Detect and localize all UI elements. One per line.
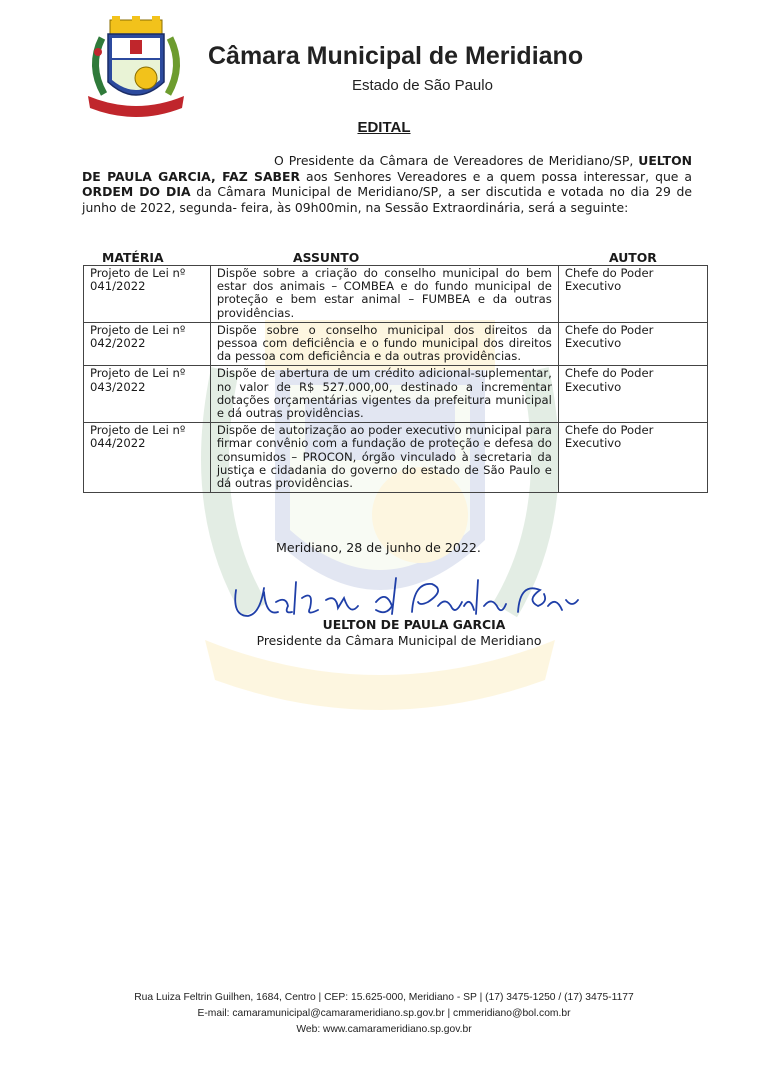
cell-assunto: Dispõe de autorização ao poder executivo municipal para firmar convênio com a fundação de proteção e defesa do consumidos – PROCON, órgão vinculado à secretaria da justiça e cidadania do governo do estado de São Paulo e dá outras providências. [210,423,558,493]
header-assunto: ASSUNTO [293,250,360,265]
footer-email: E-mail: camaramunicipal@camarameridiano.sp.gov.br | cmmeridiano@bol.com.br [197,1008,571,1019]
intro-text-2: aos Senhores Vereadores e a quem possa interessar, que a [300,168,692,184]
signer-role: Presidente da Câmara Municipal de Meridiano [256,633,542,648]
signer-name: UELTON DE PAULA GARCIA [322,617,506,632]
cell-assunto: Dispõe sobre a criação do conselho municipal do bem estar dos animais – COMBEA e do fundo municipal de proteção e bem estar animal – FUMBEA e da outras providências. [210,266,558,323]
cell-autor: Chefe do Poder Executivo [558,266,707,323]
intro-order-of-day: ORDEM DO DIA [82,184,191,199]
document-title: EDITAL [357,119,411,136]
cell-autor: Chefe do Poder Executivo [558,322,707,366]
footer-address: Rua Luiza Feltrin Guilhen, 1684, Centro | CEP: 15.625-000, Meridiano - SP | (17) 3475-1250 / (17) 3475-1177 [134,992,634,1003]
letterhead [84,16,684,126]
organization-name: Câmara Municipal de Meridiano [208,42,584,70]
header-materia: MATÉRIA [102,250,164,265]
cell-autor: Chefe do Poder Executivo [558,423,707,493]
intro-text-1: O Presidente da Câmara de Vereadores de Meridiano/SP, [274,153,634,168]
organization-state: Estado de São Paulo [352,77,493,94]
date-line: Meridiano, 28 de junho de 2022. [276,540,481,555]
cell-materia: Projeto de Lei nº 041/2022 [84,266,211,323]
table-row [84,366,708,423]
intro-president-name: UELTON DE PAULA GARCIA, FAZ SABER [82,153,692,184]
intro-paragraph [82,153,692,215]
cell-materia: Projeto de Lei nº 044/2022 [84,423,211,493]
municipal-crest-icon [84,16,188,120]
cell-materia: Projeto de Lei nº 042/2022 [84,322,211,366]
agenda-table [83,265,708,493]
footer [0,990,768,1038]
cell-autor: Chefe do Poder Executivo [558,366,707,423]
intro-text-3: da Câmara Municipal de Meridiano/SP, a ser discutida e votada no dia 29 de junho de 2022, segunda- feira, às 09h00min, na Sessão Extraordinária, será a seguinte: [82,184,692,215]
cell-assunto: Dispõe sobre o conselho municipal dos direitos da pessoa com deficiência e o fundo municipal dos direitos da pessoa com deficiência e da outras providências. [210,322,558,366]
header-autor: AUTOR [609,250,657,265]
cell-assunto: Dispõe de abertura de um crédito adicional-suplementar, no valor de R$ 527.000,00, destinado a incrementar dotações orçamentárias vigentes da prefeitura municipal e dá outras providências. [210,366,558,423]
table-row [84,322,708,366]
table-row [84,266,708,323]
table-row [84,423,708,493]
cell-materia: Projeto de Lei nº 043/2022 [84,366,211,423]
footer-web: Web: www.camarameridiano.sp.gov.br [296,1024,472,1035]
